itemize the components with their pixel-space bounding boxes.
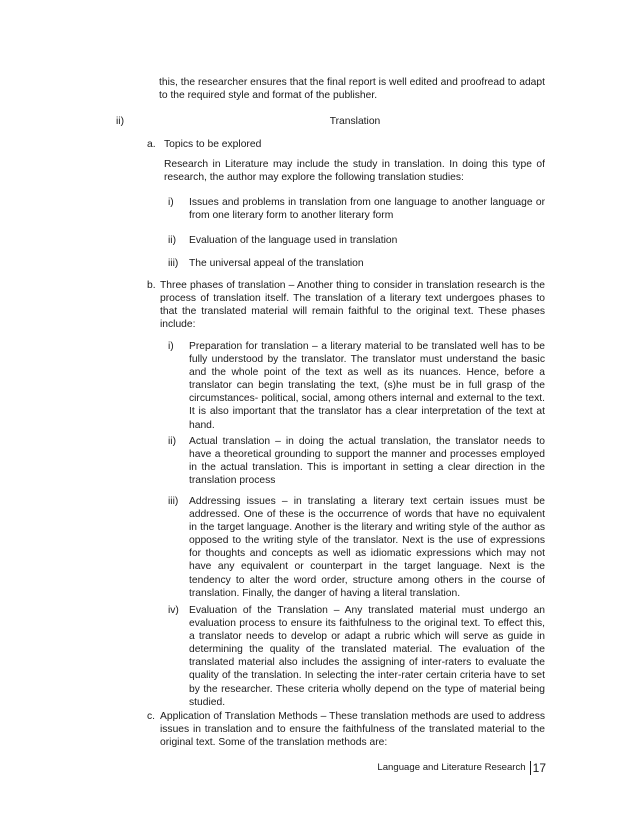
item-a-i-label: i) bbox=[168, 197, 174, 208]
page-footer bbox=[377, 761, 546, 775]
item-a-i-text: Issues and problems in translation from one language to another language or from one literary form to another literary form bbox=[189, 197, 545, 222]
footer-divider bbox=[530, 761, 531, 775]
item-b-text: Three phases of translation – Another thing to consider in translation research is the process of translation itself. The translation of a literary text undergoes phases to that the translated material will remain faithful to the original text. These phases include: bbox=[160, 280, 545, 331]
item-b-ii-text: Actual translation – in doing the actual translation, the translator needs to have a theoretical grounding to support the manner and processes employed in the actual translation. This is important in setting a clear direction in the translation process bbox=[189, 436, 545, 487]
item-a-iii-label: iii) bbox=[168, 258, 179, 269]
item-b-iii-text: Addressing issues – in translating a literary text certain issues must be addressed. One of these is the occurrence of words that have no equivalent in the target language. Another is the literary and writing style of the author as opposed to the writing style of the translator. Next is the use of expressions for thoughts and concepts as well as idiomatic expressions which may not have any equivalent or counterpart in the target language. Next is the tendency to alter the word order, structure among others in the course of translation. Finally, the danger of having a literal translation. bbox=[189, 496, 545, 599]
item-a-intro: Research in Literature may include the study in translation. In doing this type of research, the author may explore the following translation studies: bbox=[164, 159, 545, 184]
intro-paragraph: this, the researcher ensures that the final report is well edited and proofread to adapt to the required style and format of the publisher. bbox=[159, 77, 545, 102]
item-b-iii-label: iii) bbox=[168, 496, 179, 507]
item-a-ii-label: ii) bbox=[168, 235, 177, 246]
section-title: Translation bbox=[329, 116, 381, 127]
item-c-label: c. bbox=[147, 711, 156, 722]
item-b-label: b. bbox=[147, 280, 156, 291]
section-label: ii) bbox=[116, 116, 125, 127]
item-b-iv-text: Evaluation of the Translation – Any translated material must undergo an evaluation process to ensure its faithfulness to the original text. To effect this, a translator needs to develop or adapt a rubric which will serve as guide in determining the quality of the translated material. The evaluation of the translated material also includes the assigning of inter-raters to evaluate the quality of the translation. In selecting the inter-rater certain criteria have to set by the researcher. These criteria wholly depend on the type of material being studied. bbox=[189, 605, 545, 708]
item-b-i-text: Preparation for translation – a literary material to be translated well has to be fully understood by the translator. The translator must understand the basic and the whole point of the text as well as its nuances. Hence, before a translator can begin translating the text, (s)he must be in full grasp of the circumstances- political, social, among others internal and external to the text. It is also important that the translator has a clear interpretation of the text at hand. bbox=[189, 341, 545, 431]
item-a-ii-text: Evaluation of the language used in translation bbox=[189, 235, 398, 246]
footer-title: Language and Literature Research bbox=[377, 762, 526, 773]
item-a-iii-text: The universal appeal of the translation bbox=[189, 258, 364, 269]
item-b-i-label: i) bbox=[168, 341, 174, 352]
item-a-title: Topics to be explored bbox=[164, 139, 262, 150]
item-b-iv-label: iv) bbox=[168, 605, 179, 616]
page-number: 17 bbox=[532, 761, 546, 775]
item-c-text: Application of Translation Methods – These translation methods are used to address issues in translation and to ensure the faithfulness of the translated material to the original text. Some of the translation methods are: bbox=[160, 711, 545, 749]
item-a-label: a. bbox=[147, 139, 156, 150]
item-b-ii-label: ii) bbox=[168, 436, 177, 447]
